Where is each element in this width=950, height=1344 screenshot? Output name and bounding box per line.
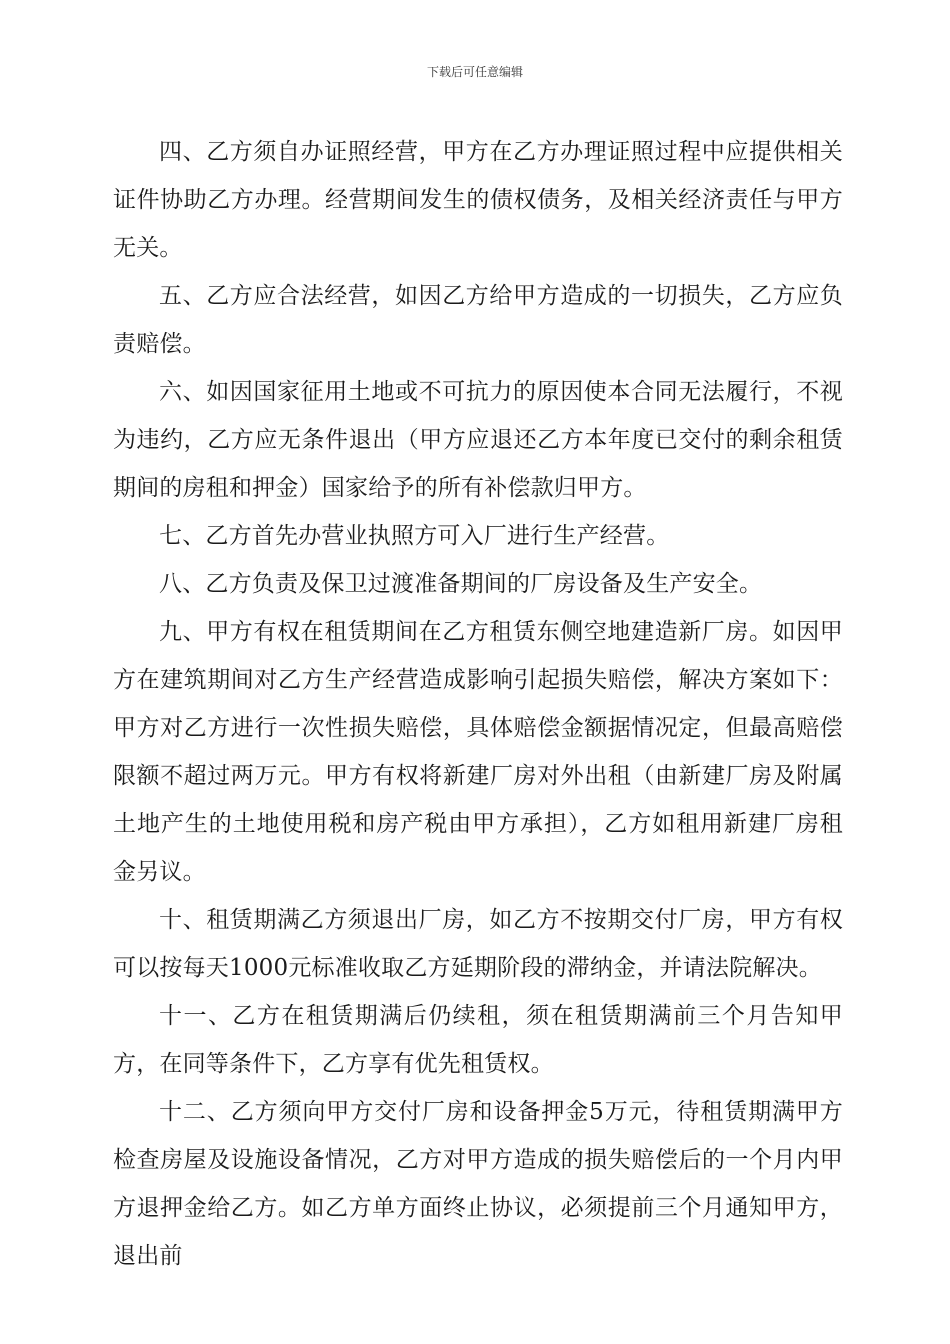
clause-9: 九、甲方有权在租赁期间在乙方租赁东侧空地建造新厂房。如因甲方在建筑期间对乙方生产经营造成影响引起损失赔偿，解决方案如下：甲方对乙方进行一次性损失赔偿，具体赔偿金额据情况定，但最高赔偿限额不超过两万元。甲方有权将新建厂房对外出租（由新建厂房及附属土地产生的土地使用税和房产税由甲方承担），乙方如租用新建厂房租金另议。 [113,619,843,885]
clause-6: 六、如因国家征用土地或不可抗力的原因使本合同无法履行，不视为违约，乙方应无条件退出（甲方应退还乙方本年度已交付的剩余租赁期间的房租和押金）国家给予的所有补偿款归甲方。 [113,379,843,501]
clause-10: 十、租赁期满乙方须退出厂房，如乙方不按期交付厂房，甲方有权可以按每天1000元标准收取乙方延期阶段的滞纳金，并请法院解决。 [113,907,843,981]
clause-11: 十一、乙方在租赁期满后仍续租，须在租赁期满前三个月告知甲方，在同等条件下，乙方享有优先租赁权。 [113,1003,843,1077]
document-body [113,128,843,1280]
clause-7: 七、乙方首先办营业执照方可入厂进行生产经营。 [159,523,670,549]
clause-4: 四、乙方须自办证照经营，甲方在乙方办理证照过程中应提供相关证件协助乙方办理。经营期间发生的债权债务，及相关经济责任与甲方无关。 [113,139,843,261]
page-header: 下载后可任意编辑 [426,65,523,79]
clause-8: 八、乙方负责及保卫过渡准备期间的厂房设备及生产安全。 [159,571,763,597]
clause-5: 五、乙方应合法经营，如因乙方给甲方造成的一切损失，乙方应负责赔偿。 [113,283,843,357]
clause-12: 十二、乙方须向甲方交付厂房和设备押金5万元，待租赁期满甲方检查房屋及设施设备情况，乙方对甲方造成的损失赔偿后的一个月内甲方退押金给乙方。如乙方单方面终止协议，必须提前三个月通知甲方，退出前 [113,1099,843,1269]
